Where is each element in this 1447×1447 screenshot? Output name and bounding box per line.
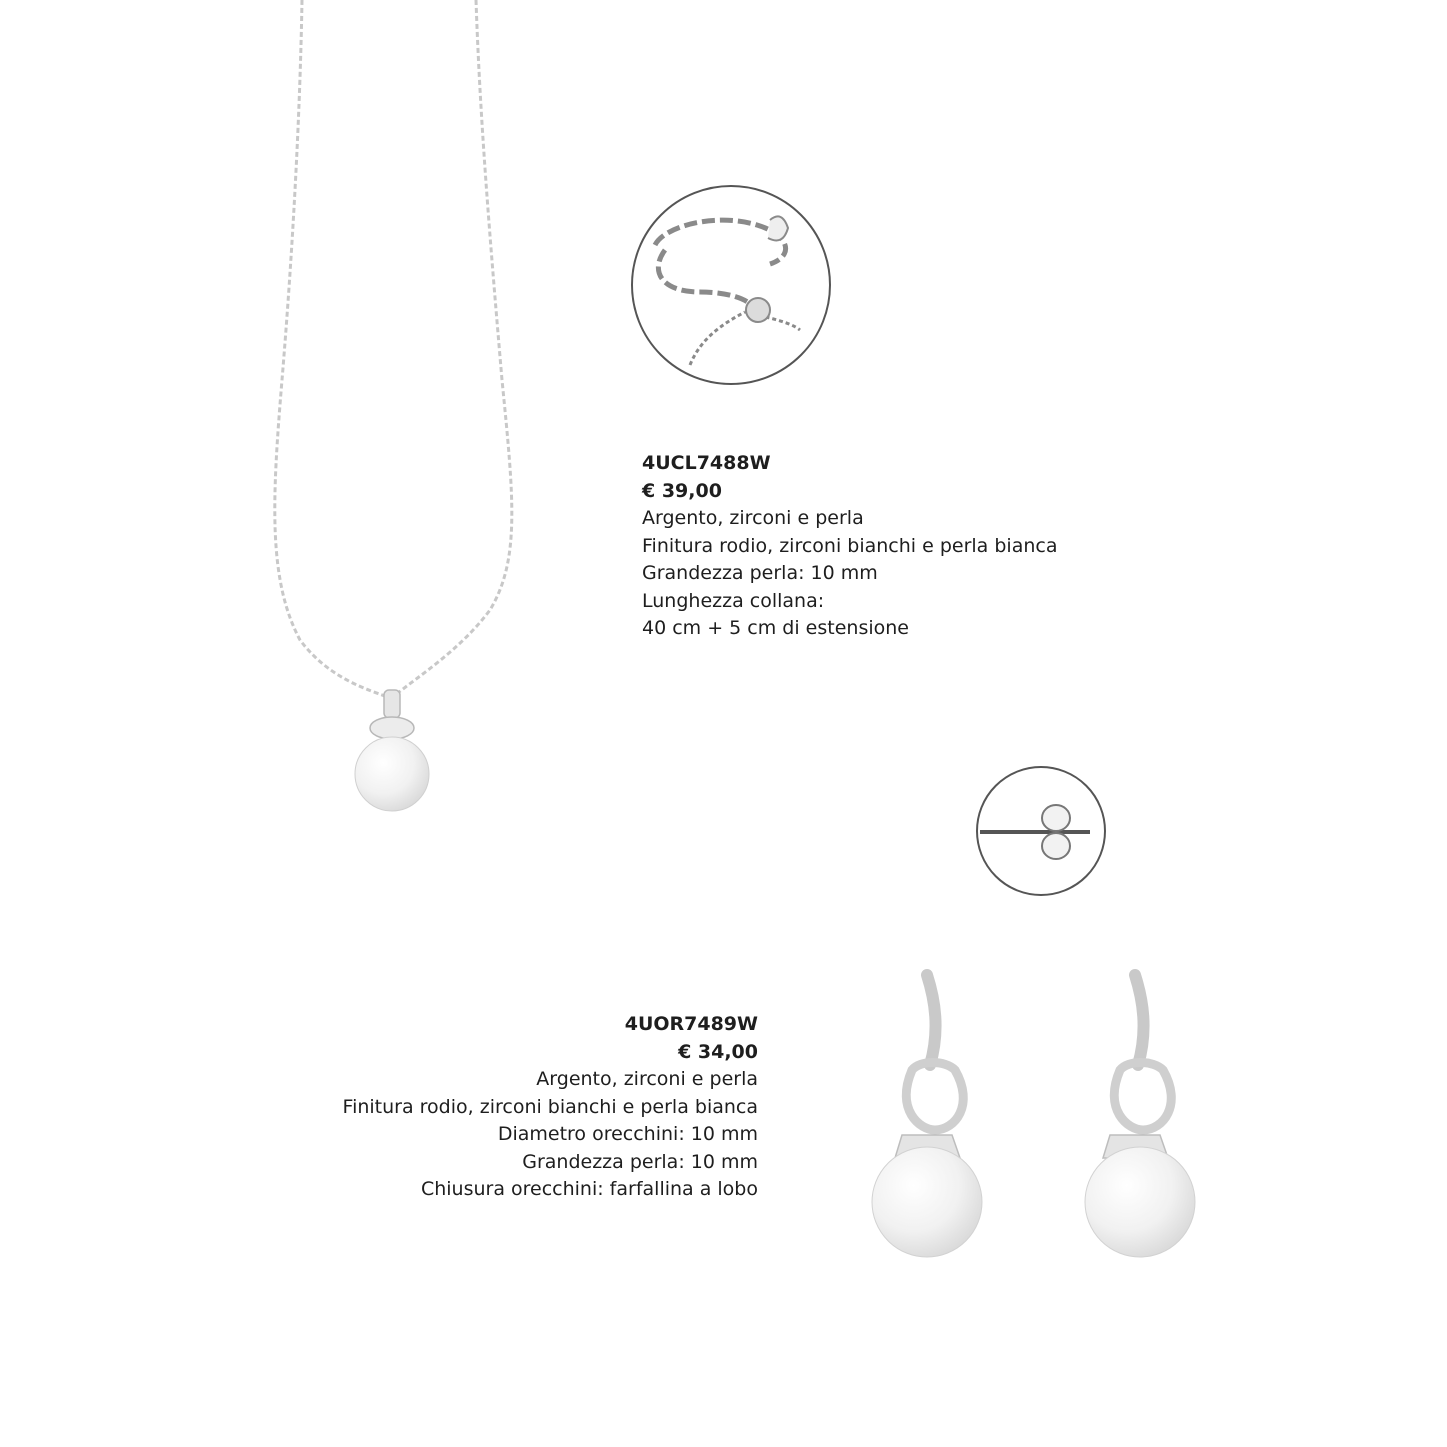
clasp-detail-image: [632, 186, 830, 384]
necklace-info: [642, 450, 1057, 643]
necklace-bail: [384, 690, 400, 718]
left-earring-hoop: [927, 975, 936, 1065]
necklace-detail-finish: Finitura rodio, zirconi bianchi e perla bianca: [642, 534, 1058, 557]
earrings-detail-diameter: Diametro orecchini: 10 mm: [497, 1123, 758, 1145]
right-earring-knot: [1114, 1063, 1171, 1131]
necklace-price: € 39,00: [642, 479, 722, 502]
necklace-chain-left: [275, 0, 390, 698]
necklace-detail-length-value: 40 cm + 5 cm di estensione: [642, 617, 909, 639]
earrings-detail-closure: Chiusura orecchini: farfallina a lobo: [420, 1178, 758, 1200]
earrings-detail-pearl-size: Grandezza perla: 10 mm: [522, 1150, 758, 1173]
earrings-info: [343, 1011, 758, 1204]
butterfly-back-bottom: [1042, 833, 1070, 859]
necklace-code: 4UCL7488W: [642, 452, 771, 474]
necklace-detail-material: Argento, zirconi e perla: [642, 507, 864, 529]
necklace-chain-right: [394, 0, 512, 696]
earrings-image: [872, 975, 1195, 1257]
necklace-image: [275, 0, 512, 811]
right-earring-pearl: [1085, 1147, 1195, 1257]
clasp-detail-frame: [632, 186, 830, 384]
necklace-detail-length-label: Lunghezza collana:: [642, 589, 825, 612]
right-earring: [1085, 975, 1195, 1257]
left-earring-knot: [906, 1063, 963, 1131]
necklace-pearl-cap: [370, 717, 414, 739]
logo-tag: [768, 216, 788, 240]
earrings-detail-material: Argento, zirconi e perla: [536, 1068, 758, 1090]
left-earring: [872, 975, 982, 1257]
left-earring-pearl: [872, 1147, 982, 1257]
earring-back-detail-image: [977, 767, 1105, 895]
earrings-code: 4UOR7489W: [624, 1013, 758, 1035]
necklace-pearl: [355, 737, 429, 811]
right-earring-hoop: [1135, 975, 1144, 1065]
earrings-price: € 34,00: [678, 1040, 758, 1063]
butterfly-back-top: [1042, 805, 1070, 831]
lobster-clasp: [746, 298, 770, 322]
necklace-detail-pearl-size: Grandezza perla: 10 mm: [642, 562, 878, 584]
earrings-detail-finish: Finitura rodio, zirconi bianchi e perla bianca: [342, 1095, 758, 1118]
